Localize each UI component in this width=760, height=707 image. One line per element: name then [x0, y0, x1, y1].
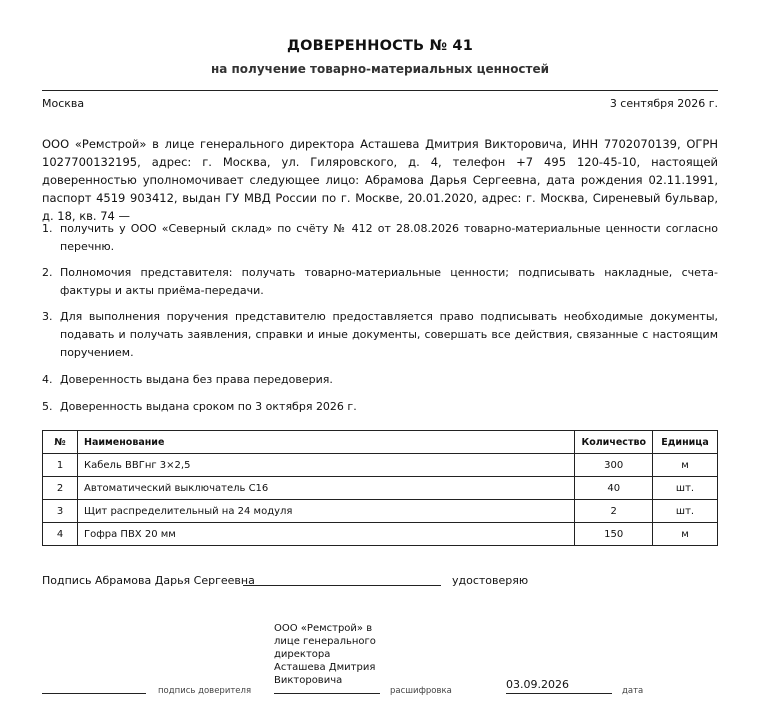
principal-signature-line	[42, 693, 146, 694]
list-item	[42, 308, 718, 362]
table-row	[43, 454, 718, 477]
representative-signature-label: Подпись Абрамова Дарья Сергеевна	[42, 574, 255, 587]
cell-unit: м	[653, 454, 718, 477]
cell-name: Кабель ВВГнг 3×2,5	[78, 454, 575, 477]
cell-unit: шт.	[653, 477, 718, 500]
list-item	[42, 398, 718, 416]
header-name: Наименование	[78, 431, 575, 454]
date-line	[506, 693, 612, 694]
item-text: получить у ООО «Северный склад» по счёту № 412 от 28.08.2026 товарно-материальные ценности согласно перечню.	[60, 222, 718, 253]
list-item	[42, 371, 718, 389]
cell-unit: м	[653, 523, 718, 546]
item-number: 4.	[42, 373, 53, 386]
header-divider	[42, 90, 718, 91]
city: Москва	[42, 97, 85, 110]
item-number: 5.	[42, 400, 53, 413]
principal-name: ООО «Ремстрой» в лице генерального директора Асташева Дмитрия Викторовича	[274, 623, 376, 686]
body-paragraph: ООО «Ремстрой» в лице генерального директора Асташева Дмитрия Викторовича, ИНН 7702070139, ОГРН 1027700132195, адрес: г. Москва, ул. Гиляровского, д. 4, телефон +7 495 120-45-10, настоящей доверенностью уполномочивает следующее лицо: Абрамова Дарья Сергеевна, дата рождения 02.11.1991, паспорт 4519 903412, выдан ГУ МВД России по г. Москве, 20.01.2020, адрес: г. Москва, Сиреневый бульвар, д. 18, кв. 74 —	[42, 137, 718, 223]
cell-qty: 2	[575, 500, 653, 523]
decode-caption: расшифровка	[390, 686, 452, 696]
cell-num: 4	[43, 523, 78, 546]
list-item	[42, 264, 718, 300]
principal-signature-caption: подпись доверителя	[158, 686, 252, 696]
cell-qty: 150	[575, 523, 653, 546]
decode-line	[274, 693, 380, 694]
table-row	[43, 500, 718, 523]
document-subtitle: на получение товарно-материальных ценностей	[210, 62, 550, 76]
cell-num: 2	[43, 477, 78, 500]
item-text: Полномочия представителя: получать товарно-материальные ценности; подписывать накладные, счета-фактуры и акты приёма-передачи.	[60, 266, 718, 297]
representative-signature-line	[243, 585, 441, 586]
signature-date: 03.09.2026	[506, 678, 569, 691]
powers-list	[42, 220, 718, 416]
table-header-row	[43, 431, 718, 454]
goods-table	[42, 430, 718, 546]
header-num: №	[43, 431, 78, 454]
item-text: Для выполнения поручения представителю предоставляется право подписывать необходимые документы, подавать и получать заявления, справки и иные документы, совершать все действия, связанные с настоящим поручением.	[60, 310, 718, 359]
item-text: Доверенность выдана сроком по 3 октября 2026 г.	[60, 400, 357, 413]
cell-name: Щит распределительный на 24 модуля	[78, 500, 575, 523]
document-title: ДОВЕРЕННОСТЬ № 41	[286, 38, 474, 54]
item-number: 1.	[42, 222, 53, 235]
certify-text: удостоверяю	[452, 574, 529, 587]
cell-qty: 40	[575, 477, 653, 500]
cell-name: Гофра ПВХ 20 мм	[78, 523, 575, 546]
item-number: 2.	[42, 266, 53, 279]
item-text: Доверенность выдана без права передоверия.	[60, 373, 333, 386]
header-unit: Единица	[653, 431, 718, 454]
item-number: 3.	[42, 310, 53, 323]
date-caption: дата	[622, 686, 644, 696]
cell-name: Автоматический выключатель С16	[78, 477, 575, 500]
document-date: 3 сентября 2026 г.	[609, 97, 718, 110]
cell-num: 3	[43, 500, 78, 523]
table-row	[43, 523, 718, 546]
header-qty: Количество	[575, 431, 653, 454]
list-item	[42, 220, 718, 256]
cell-qty: 300	[575, 454, 653, 477]
cell-unit: шт.	[653, 500, 718, 523]
table-row	[43, 477, 718, 500]
cell-num: 1	[43, 454, 78, 477]
